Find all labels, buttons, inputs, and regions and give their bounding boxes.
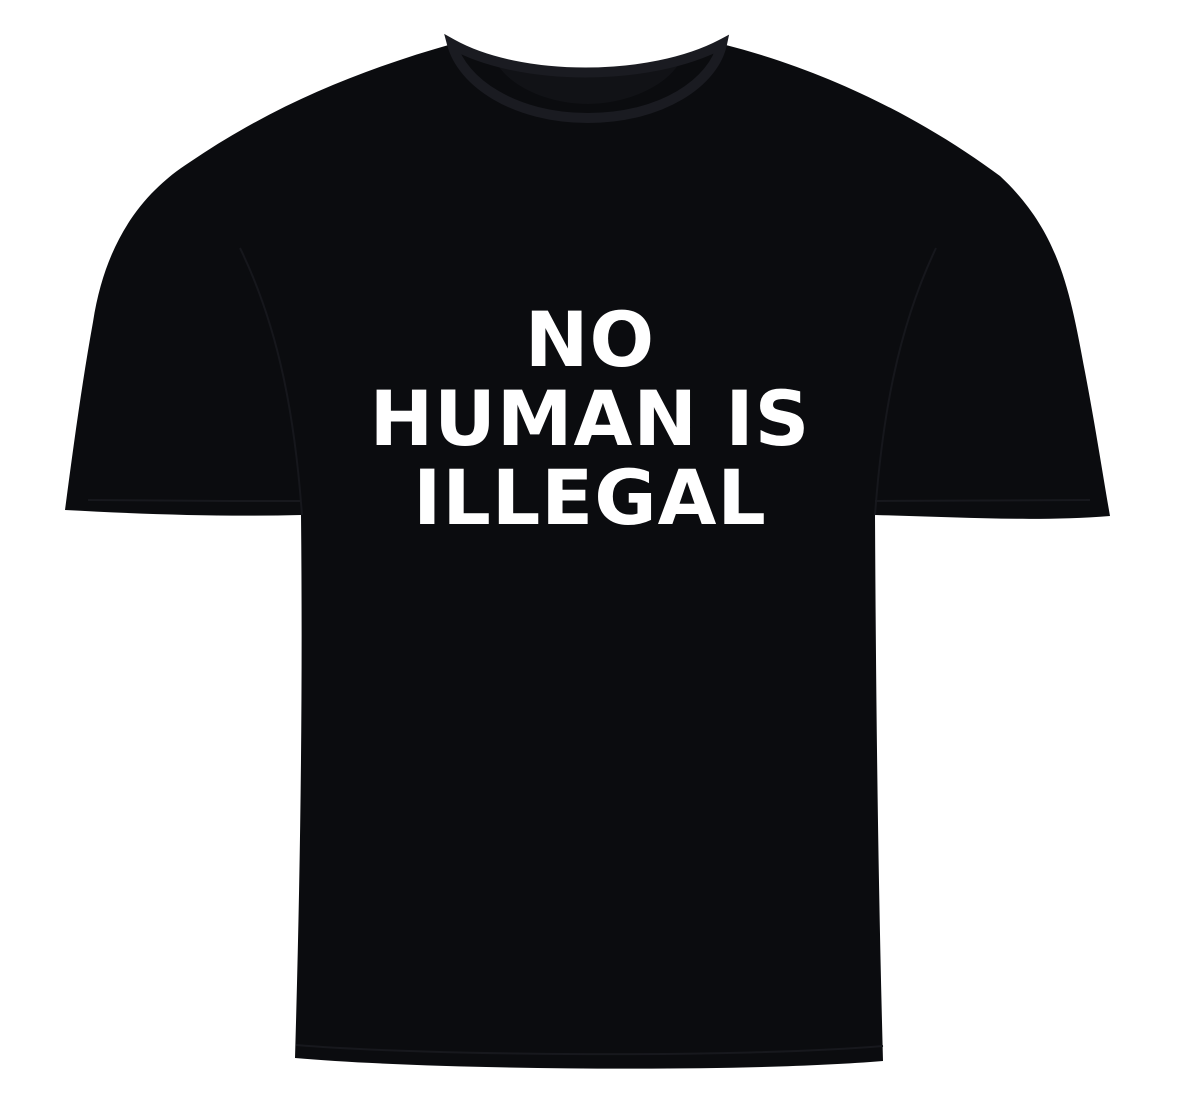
print-line-1: NO	[524, 295, 656, 384]
shirt-body	[65, 44, 1110, 1069]
shirt-print-text	[330, 295, 850, 543]
right-sleeve-hem	[875, 500, 1090, 501]
print-line-3: ILLEGAL	[413, 453, 767, 543]
left-sleeve-hem	[88, 500, 301, 501]
print-line-2: HUMAN IS	[369, 374, 811, 464]
